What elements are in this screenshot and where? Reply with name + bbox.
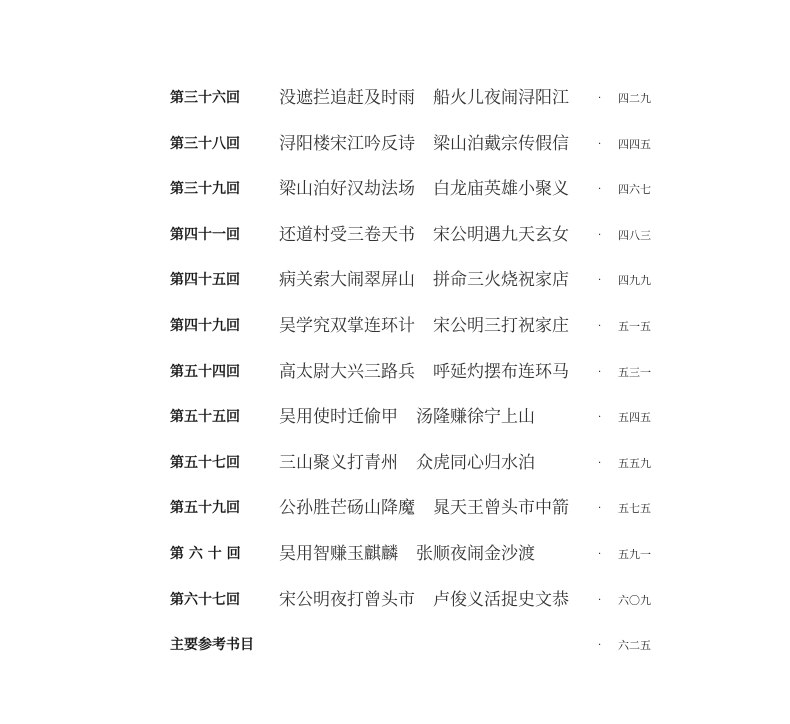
chapter-number: 第四十五回 (170, 272, 240, 289)
toc-entry (0, 532, 790, 578)
title-line-2: 卢俊义活捉史文恭 (433, 589, 569, 610)
toc-entry (0, 304, 790, 350)
title-line-2: 梁山泊戴宗传假信 (433, 133, 569, 154)
title-line-1: 公孙胜芒砀山降魔 (279, 498, 415, 519)
title-line-2: 呼延灼摆布连环马 (433, 361, 569, 382)
chapter-number: 第四十九回 (170, 317, 240, 334)
leader-dot: · (598, 184, 602, 196)
title-line-2: 宋公明遇九天玄女 (433, 224, 569, 245)
title-line-1: 还道村受三卷天书 (279, 224, 415, 245)
title-line-1: 宋公明夜打曾头市 (279, 589, 415, 610)
leader-dot: · (598, 640, 602, 652)
chapter-title (279, 167, 569, 213)
title-line-1: 病关索大闹翠屏山 (279, 270, 415, 291)
title-line-2: 拼命三火烧祝家店 (433, 270, 569, 291)
toc-entry (0, 441, 790, 487)
toc-entry (0, 167, 790, 213)
chapter-title (279, 213, 569, 259)
toc-entry (0, 258, 790, 304)
toc-entry (0, 76, 790, 122)
leader-dot: · (598, 93, 602, 104)
leader-dot: · (598, 594, 602, 606)
leader-dot: · (598, 548, 602, 560)
title-line-1: 高太尉大兴三路兵 (279, 361, 415, 382)
title-line-1: 梁山泊好汉劫法场 (279, 179, 415, 200)
leader-dot: · (598, 229, 602, 241)
chapter-title (279, 76, 569, 122)
leader-dot: · (598, 320, 602, 332)
page-number: 四二九 (618, 92, 651, 105)
page-number: 五四五 (618, 411, 651, 425)
title-line-2: 汤隆赚徐宁上山 (416, 407, 535, 428)
chapter-title (279, 395, 535, 441)
toc-entry (0, 350, 790, 396)
toc-entry (0, 395, 790, 441)
chapter-number: 第三十九回 (170, 181, 240, 198)
chapter-title (279, 578, 569, 624)
title-line-2: 晁天王曾头市中箭 (433, 498, 569, 519)
page-number: 四八三 (618, 228, 651, 242)
title-line-2: 白龙庙英雄小聚义 (433, 179, 569, 200)
title-line-2: 宋公明三打祝家庄 (433, 315, 569, 336)
bibliography-heading: 主要参考书目 (170, 637, 254, 654)
chapter-title (279, 532, 535, 578)
chapter-number: 第三十六回 (170, 90, 240, 106)
page-number: 五三一 (618, 365, 651, 379)
chapter-number: 第五十七回 (170, 454, 240, 471)
chapter-number: 第四十一回 (170, 226, 240, 243)
title-line-1: 没遮拦追赶及时雨 (279, 88, 415, 108)
leader-dot: · (598, 138, 602, 150)
leader-dot: · (598, 412, 602, 424)
page-number: 六〇九 (618, 593, 651, 607)
page-number: 六二五 (618, 639, 651, 653)
chapter-number: 第六十七回 (170, 591, 240, 608)
title-line-2: 船火儿夜闹浔阳江 (433, 88, 569, 108)
title-line-1: 吴用智赚玉麒麟 (279, 543, 398, 564)
page-number: 四九九 (618, 274, 651, 288)
toc-entry (0, 122, 790, 168)
chapter-number: 第 六 十 回 (170, 545, 241, 562)
page-number: 五一五 (618, 319, 651, 333)
page-number: 五七五 (618, 502, 651, 516)
table-of-contents (0, 76, 790, 669)
toc-entry-bibliography (0, 623, 790, 669)
page-number: 四四五 (618, 137, 651, 151)
leader-dot: · (598, 366, 602, 378)
title-line-2: 众虎同心归水泊 (416, 452, 535, 473)
chapter-title (279, 350, 569, 396)
title-line-2: 张顺夜闹金沙渡 (416, 543, 535, 564)
page-number: 四六七 (618, 183, 651, 197)
title-line-1: 吴学究双掌连环计 (279, 315, 415, 336)
page-number: 五九一 (618, 547, 651, 561)
chapter-number: 第五十九回 (170, 500, 240, 517)
chapter-number: 第三十八回 (170, 135, 240, 152)
leader-dot: · (598, 503, 602, 515)
title-line-1: 三山聚义打青州 (279, 452, 398, 473)
chapter-title (279, 486, 569, 532)
leader-dot: · (598, 275, 602, 287)
chapter-title (279, 304, 569, 350)
chapter-number: 第五十五回 (170, 409, 240, 426)
chapter-title (279, 122, 569, 168)
chapter-title (279, 258, 569, 304)
page-number: 五五九 (618, 456, 651, 470)
toc-entry (0, 213, 790, 259)
chapter-title (279, 623, 297, 669)
chapter-title (279, 441, 535, 487)
title-line-1: 浔阳楼宋江吟反诗 (279, 133, 415, 154)
leader-dot: · (598, 457, 602, 469)
title-line-1: 吴用使时迁偷甲 (279, 407, 398, 428)
toc-entry (0, 578, 790, 624)
toc-entry (0, 486, 790, 532)
chapter-number: 第五十四回 (170, 363, 240, 380)
